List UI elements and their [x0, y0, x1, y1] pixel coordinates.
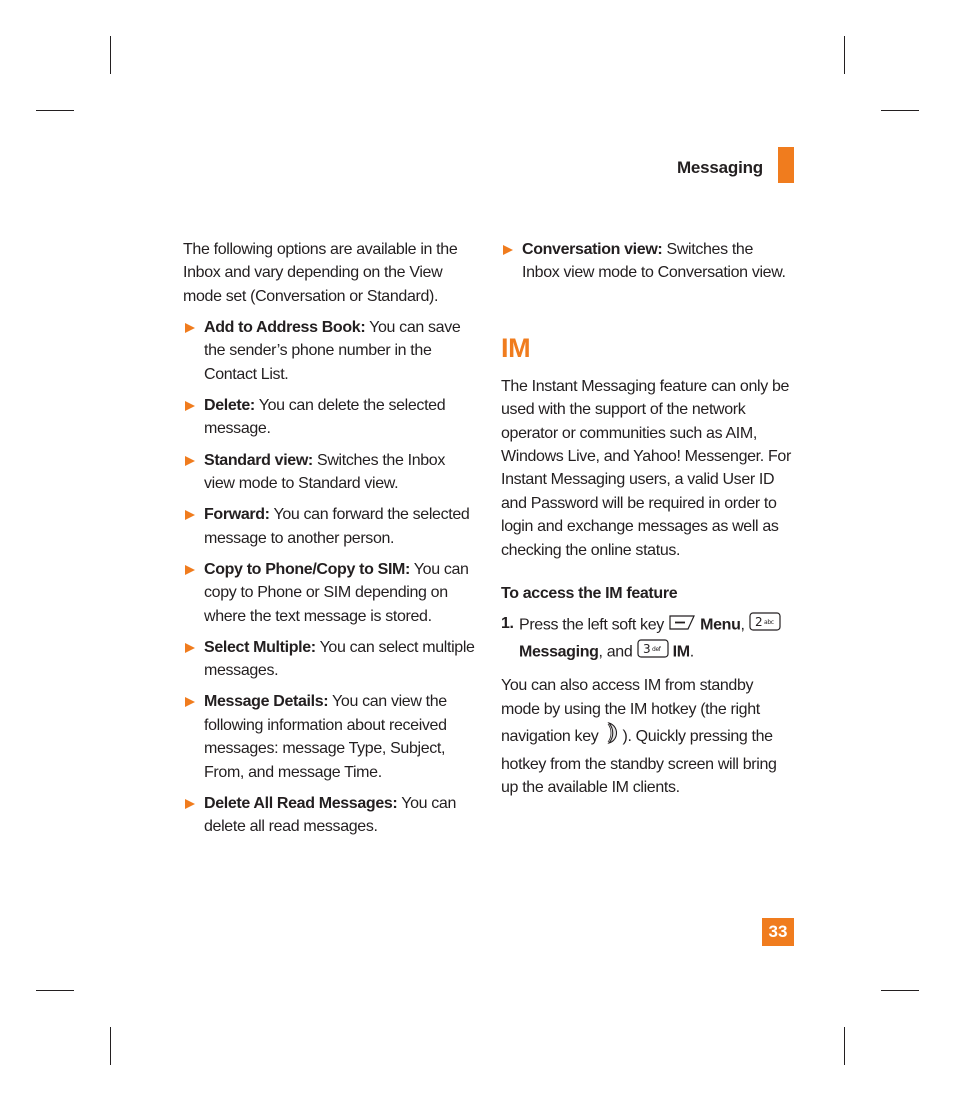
option-label: Add to Address Book:: [204, 319, 366, 337]
section-tab-marker: [778, 147, 794, 183]
inbox-options-intro: The following options are available in the Inbox and vary depending on the View mode set (Conversation or Standard).: [183, 241, 458, 305]
step-comma: ,: [740, 616, 745, 634]
key-3def-icon: [637, 639, 669, 665]
svg-text:abc: abc: [763, 619, 774, 627]
option-label: Standard view:: [204, 451, 313, 469]
option-text: You can save the sender’s phone number in the Contact List.: [204, 319, 461, 383]
option-standard-view: [183, 449, 478, 496]
option-label: Delete:: [204, 397, 255, 415]
option-forward: [183, 503, 478, 550]
im-heading: IM: [501, 332, 531, 363]
section-title: Messaging: [676, 158, 763, 177]
option-text: You can forward the selected message to another person.: [204, 506, 470, 547]
option-text: You can view the following information about received messages: message Type, Subject, From, and message Time.: [204, 693, 447, 781]
option-label: Forward:: [204, 506, 270, 524]
option-select-multiple: [183, 636, 478, 683]
menu-label: Menu: [700, 616, 741, 634]
step-number: 1.: [501, 615, 514, 633]
svg-text:3: 3: [642, 641, 650, 656]
left-soft-key-icon: [668, 613, 696, 638]
bullet-arrow-icon: [185, 799, 195, 809]
option-text: Switches the Inbox view mode to Conversation view.: [522, 241, 786, 282]
crop-mark: [110, 36, 111, 74]
messaging-label: Messaging: [519, 643, 599, 661]
option-conversation-view: [501, 238, 791, 285]
option-add-to-address-book: [183, 316, 478, 386]
left-column: [183, 238, 478, 839]
page-number: 33: [762, 918, 794, 946]
option-label: Select Multiple:: [204, 638, 316, 656]
option-message-details: [183, 690, 478, 784]
option-delete-all-read: [183, 792, 478, 839]
bullet-arrow-icon: [185, 643, 195, 653]
access-im-heading: To access the IM feature: [501, 585, 678, 603]
bullet-arrow-icon: [185, 510, 195, 520]
svg-text:def: def: [651, 645, 661, 653]
crop-mark: [36, 110, 74, 111]
option-label: Message Details:: [204, 693, 329, 711]
right-column: [501, 238, 791, 799]
bullet-arrow-icon: [185, 456, 195, 466]
im-description: The Instant Messaging feature can only be used with the support of the network operator or communities such as AIM, Windows Live, and Yahoo! Messenger. For Instant Messaging users, a valid User ID and Password will be required in order to login and exchange messages as well as checking the online status.: [501, 377, 791, 559]
option-text: You can delete all read messages.: [204, 794, 457, 836]
option-copy-to-phone-sim: [183, 558, 478, 628]
key-2abc-icon: [749, 612, 781, 638]
option-text: You can copy to Phone or SIM depending on where the text message is stored.: [204, 560, 469, 625]
option-text: You can delete the selected message.: [204, 397, 446, 438]
bullet-arrow-icon: [503, 245, 513, 255]
option-delete: [183, 394, 478, 441]
option-label: Copy to Phone/Copy to SIM:: [204, 560, 410, 578]
option-label: Conversation view:: [522, 241, 663, 258]
svg-text:2: 2: [754, 615, 763, 630]
standby-access-paragraph: [501, 674, 791, 799]
right-navigation-key-icon: [603, 721, 623, 752]
bullet-arrow-icon: [185, 323, 195, 333]
crop-mark: [881, 990, 919, 991]
step-1: [501, 612, 791, 665]
option-label: Delete All Read Messages:: [204, 794, 398, 812]
step-period: .: [689, 643, 694, 661]
option-text: You can select multiple messages.: [204, 638, 475, 680]
crop-mark: [844, 36, 845, 74]
standby-text-2: ). Quickly pressing the hotkey from the standby screen will bring up the available IM clients.: [501, 728, 777, 796]
standby-text-1: You can also access IM from standby mode by using the IM hotkey (the right navigation key: [501, 677, 760, 746]
im-label: IM: [672, 643, 690, 661]
crop-mark: [844, 1027, 845, 1065]
crop-mark: [881, 110, 919, 111]
crop-mark: [110, 1027, 111, 1065]
crop-mark: [36, 990, 74, 991]
step-and: , and: [598, 643, 633, 661]
bullet-arrow-icon: [185, 401, 195, 411]
option-text: Switches the Inbox view mode to Standard view.: [204, 451, 445, 493]
bullet-arrow-icon: [185, 697, 195, 707]
bullet-arrow-icon: [185, 565, 195, 575]
step-text: Press the left soft key: [519, 616, 664, 634]
